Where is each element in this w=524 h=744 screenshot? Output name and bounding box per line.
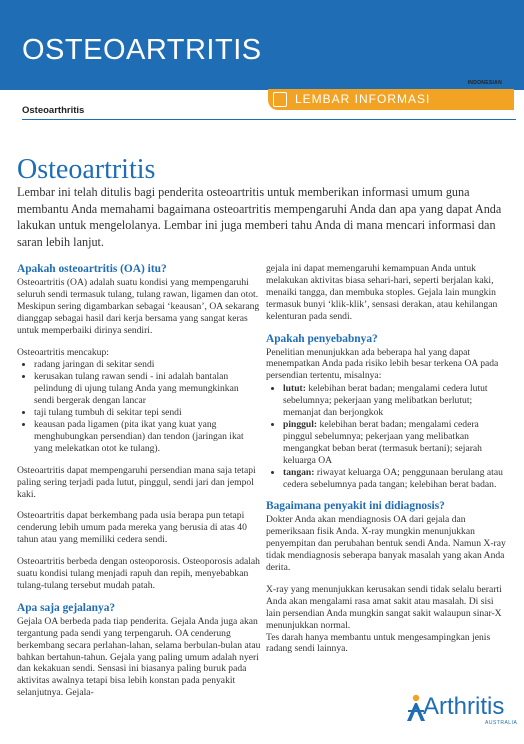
info-sheet-icon [273, 92, 287, 107]
list-item [283, 419, 510, 467]
logo-text: Arthritis [423, 693, 505, 720]
causes-list [266, 383, 510, 490]
heading-diagnosis: Bagaimana penyakit ini didiagnosis? [266, 500, 445, 513]
paragraph-symptoms-continued: gejala ini dapat memengaruhi kemampuan Anda untuk melakukan aktivitas biasa sehari-hari, seperti berjalan kaki, menaiki tangga, dan membuka stoples. Gejala lain mungkin termasuk bunyi ‘klik-klik’, sensasi derakan, atau kehilangan kelenturan pada sendi. [266, 263, 498, 322]
paragraph-oa-includes: Osteoartritis mencakup: [17, 346, 109, 358]
cause-text: kelebihan berat badan; mengalami cedera pinggul sebelumnya; pekerjaan yang melibatkan mengangkat beban berat (termasuk bertani); sejarah keluarga OA [283, 418, 482, 466]
paragraph-causes: Penelitian menunjukkan ada beberapa hal yang dapat menempatkan Anda pada risiko lebih besar terkena OA pada persendian tertentu, misalnya: [266, 346, 499, 382]
header-banner [0, 0, 524, 90]
paragraph-blood-tests: Tes darah hanya membantu untuk mengesampingkan jenis radang sendi lainnya. [266, 631, 491, 655]
page-title: Osteoartritis [17, 153, 156, 185]
intro-paragraph: Lembar ini telah ditulis bagi penderita osteoartritis untuk memberikan informasi umum guna membantu Anda memahami bagaimana osteoartritis mempengaruhi Anda dan apa yang dapat Anda lakukan untuk mengelolanya. Lembar ini juga memberi tahu Anda di mana mencari informasi dan saran lebih lanjut. [17, 185, 502, 249]
paragraph-age: Osteoartritis dapat berkembang pada usia berapa pun tetapi cenderung lebih umum pada mereka yang berusia di atas 40 tahun atau yang memiliki cedera sendi. [17, 510, 247, 546]
paragraph-symptoms: Gejala OA berbeda pada tiap penderita. Gejala Anda juga akan tergantung pada sendi yang terpengaruh. OA cenderung berkembang secara perlahan-lahan, selama berbulan-bulan atau bahkan bertahun-tahun. Gejala yang paling umum adalah nyeri dan kekakuan sendi. Sensasi ini biasanya paling buruk pada aktivitas awalnya tetapi bisa lebih konstan pada penyakit selanjutnya. Gejala- [17, 615, 261, 699]
cause-text: riwayat keluarga OA; penggunaan berulang atau cedera sebelumnya pada tangan; kelebihan berat badan. [283, 466, 503, 490]
oa-includes-list [17, 359, 261, 454]
paragraph-joints: Osteoartritis dapat mempengaruhi persendian mana saja tetapi paling sering terjadi pada lutut, pinggul, sendi jari dan jempol kaki. [17, 464, 256, 500]
heading-what-is-oa: Apakah osteoartritis (OA) itu? [17, 263, 167, 275]
heading-symptoms: Apa saja gejalanya? [17, 601, 116, 614]
paragraph-what-is-oa: Osteoartritis (OA) adalah suatu kondisi yang mempengaruhi seluruh sendi termasuk tulang, tulang rawan, ligamen dan otot. Meskipun sering digambarkan sebagai ‘keausan’, OA sekarang dianggap sebagai hasil dari kerja bersama yang sangat keras untuk memperbaiki dirinya sendiri. [17, 277, 260, 336]
list-item: • taji tulang tumbuh di sekitar tepi sendi [34, 407, 261, 419]
list-item [283, 383, 510, 419]
cause-term: pinggul: [283, 418, 318, 430]
right-column [266, 263, 510, 665]
banner-title: OSTEOARTRITIS [22, 34, 262, 66]
header-divider [22, 119, 516, 120]
heading-causes: Apakah penyebabnya? [266, 332, 378, 345]
list-item [283, 467, 510, 491]
info-sheet-tab [268, 89, 514, 110]
paragraph-diagnosis: Dokter Anda akan mendiagnosis OA dari gejala dan pemeriksaan fisik Anda. X-ray mungkin menunjukkan penyempitan dan perubahan bentuk sendi Anda. Namun X-ray tidak mendiagnosis seberapa banyak masalah yang akan Anda derita. [266, 514, 506, 574]
list-item: • radang jaringan di sekitar sendi [34, 359, 261, 371]
logo-subtext: AUSTRALIA [485, 720, 518, 726]
cause-term: lutut: [283, 383, 306, 395]
cause-term: tangan: [283, 466, 315, 478]
paragraph-xray: X-ray yang menunjukkan kerusakan sendi tidak selalu berarti Anda akan mengalami rasa amat sakit atau masalah. Di sisi lain persendian Anda mungkin sangat sakit walaupun sinar-X menunjukkan normal. [266, 583, 502, 631]
paragraph-osteoporosis: Osteoartritis berbeda dengan osteoporosis. Osteoporosis adalah suatu kondisi tulang menjadi rapuh dan repih, menyebabkan tulang-tulang tersebut mudah patah. [17, 556, 260, 591]
list-item: • kerusakan tulang rawan sendi - ini adalah bantalan pelindung di ujung tulang Anda yang memungkinkan sendi bergerak dengan lancar [34, 371, 261, 407]
left-column [17, 263, 261, 709]
cause-text: kelebihan berat badan; mengalami cedera lutut sebelumnya; pekerjaan yang melibatkan berlutut; memanjat dan berjongkok [283, 383, 488, 419]
arthritis-australia-logo [405, 693, 518, 733]
info-sheet-label: LEMBAR INFORMASI [295, 92, 431, 106]
list-item: • keausan pada ligamen (pita ikat yang kuat yang menghubungkan persendian) dan tendon (jaringan ikat yang melekatkan otot ke tulang). [34, 419, 261, 455]
page-subtitle: Osteoarthritis [22, 105, 85, 116]
language-label: INDONESIAN [467, 80, 502, 86]
